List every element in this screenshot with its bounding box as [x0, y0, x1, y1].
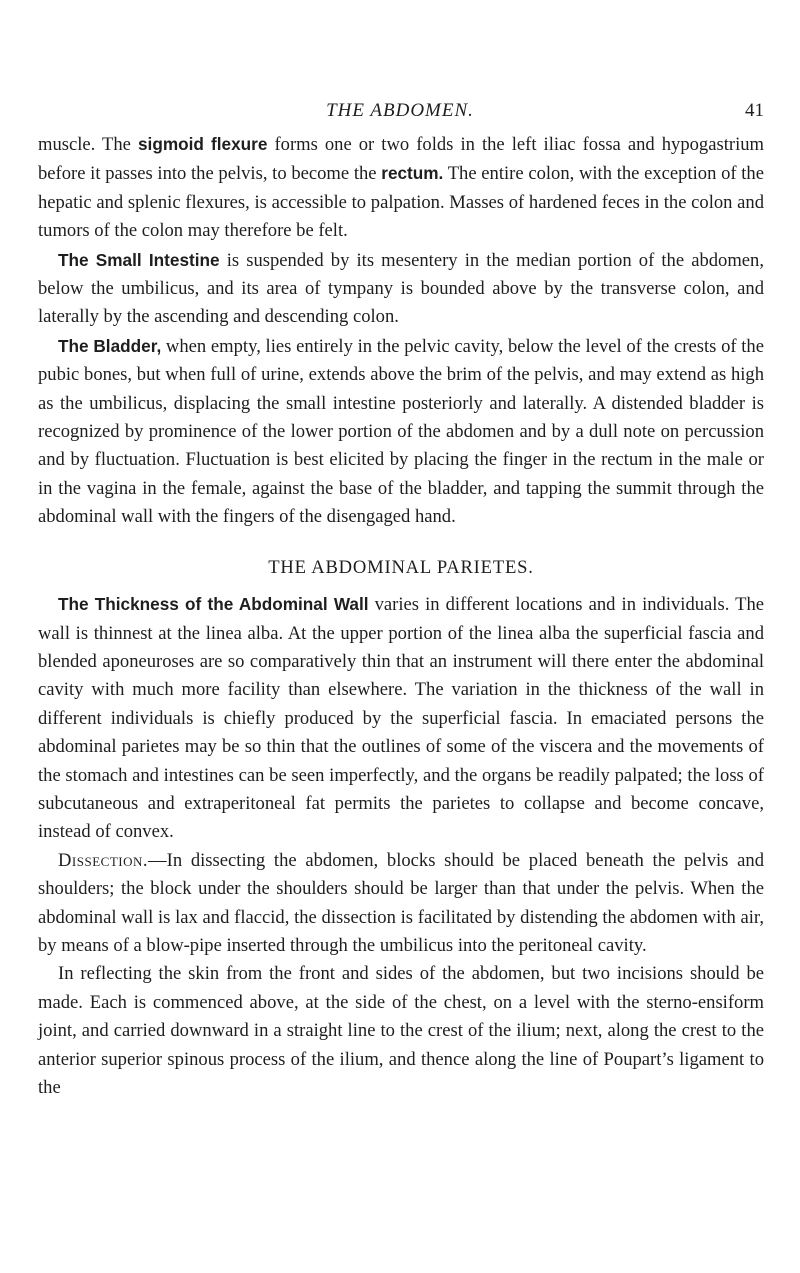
page-number: 41	[745, 100, 764, 121]
body-text	[38, 130, 764, 1102]
paragraph-dissection	[38, 847, 764, 961]
running-head	[0, 100, 800, 126]
text-run: —In dissecting the abdomen, blocks should be placed beneath the pelvis and shoulders; the block under the shoulders should be larger than that under the pelvis. When the abdominal wall is lax and flaccid, the dissection is facilitated by distending the abdomen with air, by means of a blow-pipe inserted through the umbilicus into the peritoneal cavity.	[38, 849, 764, 956]
term-bladder: The Bladder,	[58, 335, 162, 356]
term-dissection: Dissection.	[58, 849, 149, 871]
text-run: forms one or two folds in the left iliac fossa and hypogastrium before it passes into the pelvis, to become the	[38, 134, 764, 185]
text-run: when empty, lies entirely in the pelvic cavity, below the level of the crests of the pubic bones, but when full of urine, extends above the brim of the pelvis, and may extend as high as the umbilicus, displacing the small intestine posteriorly and laterally. A distended bladder is recognized by prominence of the lower portion of the abdomen and by a dull note on percussion and by fluctuation. Fluctuation is best elicited by placing the finger in the rectum in the male or in the vagina in the female, against the base of the bladder, and tapping the summit through the abdominal wall with the fingers of the disengaged hand.	[38, 335, 764, 528]
paragraph-reflecting-skin	[38, 960, 764, 1102]
term-small-intestine: The Small Intestine	[58, 249, 220, 270]
term-sigmoid-flexure: sigmoid flexure	[137, 134, 268, 154]
paragraph-bladder	[38, 332, 764, 532]
text-run: muscle. The	[38, 134, 138, 155]
paragraph-wall-thickness	[38, 590, 764, 847]
term-thickness-abdominal-wall: The Thickness of the Abdominal Wall	[58, 594, 369, 615]
text-run: The entire colon, with the exception of the hepatic and splenic flexures, is accessible to palpation. Masses of hardened feces in the colon and tumors of the colon may therefore be felt.	[38, 163, 764, 242]
text-run: varies in different locations and in individuals. The wall is thinnest at the linea alba. At the upper portion of the linea alba the superficial fascia and blended aponeuroses are so comparatively thin that an instrument will there enter the abdominal cavity with much more facility than elsewhere. The variation in the thickness of the wall in different individuals is chiefly produced by the superficial fascia. In emaciated persons the abdominal parietes may be so thin that the outlines of some of the viscera and the movements of the stomach and intestines can be seen imperfectly, and the organs be readily palpated; the loss of subcutaneous and extraperitoneal fat permits the parietes to collapse and become concave, instead of convex.	[38, 594, 765, 843]
paragraph-sigmoid-flexure	[38, 130, 764, 246]
paragraph-small-intestine	[38, 246, 764, 332]
text-run: is suspended by its mesentery in the median portion of the abdomen, below the umbilicus, and its area of tympany is bounded above by the transverse colon, and laterally by the ascending and descending colon.	[38, 249, 765, 328]
section-heading: THE ABDOMINAL PARIETES.	[268, 556, 534, 578]
running-title: THE ABDOMEN.	[326, 100, 474, 121]
text-run: In reflecting the skin from the front and sides of the abdomen, but two incisions should be made. Each is commenced above, at the side of the chest, on a level with the sterno-ensiform joint, and carried downward in a straight line to the crest of the ilium; next, along the crest to the anterior superior spinous process of the ilium, and thence along the line of Poupart’s ligament to the	[38, 963, 764, 1098]
term-rectum: rectum.	[381, 163, 444, 184]
